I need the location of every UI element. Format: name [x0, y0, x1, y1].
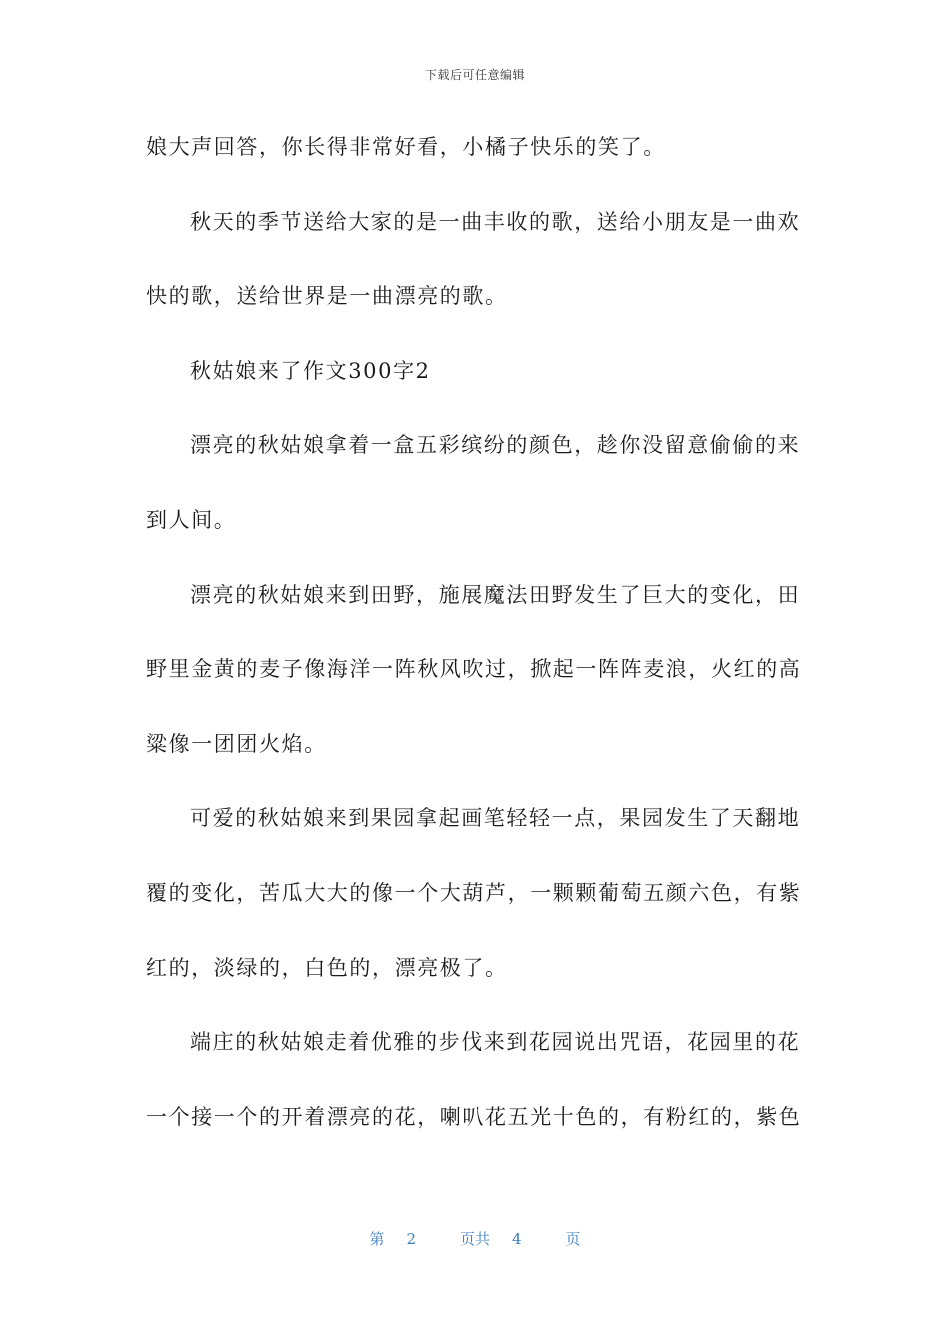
text-line: 漂亮的秋姑娘来到田野，施展魔法田野发生了巨大的变化，田: [190, 582, 801, 607]
page-footer: [0, 1228, 950, 1249]
text-line: 端庄的秋姑娘走着优雅的步伐来到花园说出咒语，花园里的花: [190, 1030, 801, 1055]
text-line: 娘大声回答，你长得非常好看，小橘子快乐的笑了。: [146, 135, 666, 159]
text-line: 野里金黄的麦子像海洋一阵秋风吹过，掀起一阵阵麦浪，火红的高: [146, 657, 802, 682]
text-line: 到人间。: [146, 507, 237, 532]
text-line: 可爱的秋姑娘来到果园拿起画笔轻轻一点，果园发生了天翻地: [190, 806, 801, 831]
footer-page-number: 2: [406, 1230, 416, 1248]
section-title: 秋姑娘来了作文300字2: [190, 358, 431, 383]
text-line: 红的，淡绿的，白色的，漂亮极了。: [146, 955, 508, 980]
footer-di: 第: [369, 1230, 385, 1248]
text-line: 覆的变化，苦瓜大大的像一个大葫芦，一颗颗葡萄五颜六色，有紫: [146, 880, 802, 905]
text-line: 漂亮的秋姑娘拿着一盒五彩缤纷的颜色，趁你没留意偷偷的来: [190, 433, 801, 458]
document-body: [146, 125, 802, 1169]
text-line: 秋天的季节送给大家的是一曲丰收的歌，送给小朋友是一曲欢: [190, 209, 801, 234]
text-line: 粱像一团团火焰。: [146, 731, 327, 756]
text-line: 一个接一个的开着漂亮的花，喇叭花五光十色的，有粉红的，紫色: [146, 1104, 802, 1129]
footer-ye-gong: 页共: [459, 1230, 490, 1248]
page-header: 下载后可任意编辑: [424, 68, 525, 82]
footer-ye: 页: [565, 1230, 581, 1248]
text-line: 快的歌，送给世界是一曲漂亮的歌。: [146, 284, 508, 309]
footer-total-pages: 4: [512, 1230, 522, 1248]
